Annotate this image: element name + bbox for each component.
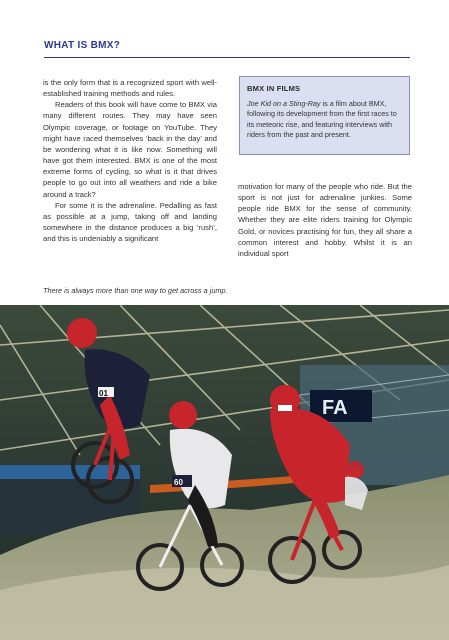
bmx-photo <box>0 305 449 640</box>
paragraph-2: Readers of this book will have come to BMX via many different routes. They may have seen Olympic coverage, or footage on YouTube. They might have raced themselves ‘back in the day’ and be wondering what it is like now. Something will have got them interested. BMX is one of the most extreme forms of cycling, so what is it that drives people to go out into all weathers and ride a bike around a track? <box>43 100 217 199</box>
heading-rule <box>44 57 410 58</box>
sidebar-box <box>239 76 410 155</box>
plate-number: 60 <box>174 478 183 487</box>
plate-number: 01 <box>99 389 108 398</box>
banner-text: FA <box>322 397 348 419</box>
section-heading: WHAT IS BMX? <box>44 40 121 51</box>
sidebar-text: is a film about BMX, following its development from the first races to its meteoric rise, and featuring interviews with riders from the past and present. <box>247 99 397 139</box>
helmet <box>67 318 97 348</box>
sidebar-body <box>247 99 402 140</box>
right-paragraph: motivation for many of the people who ride. But the sport is not just for adrenaline junkies. Some people ride BMX for the sense of community. Whether they are elite riders training for Olympic Gold, or novices practising for fun, they all share a common interest and hobby. Whilst it is an individual sport <box>238 182 412 258</box>
photo-caption: There is always more than one way to get across a jump. <box>43 286 228 295</box>
sidebar-title: BMX IN FILMS <box>247 84 301 93</box>
left-text-column <box>43 77 217 244</box>
helmet <box>169 401 197 429</box>
paragraph-3: For some it is the adrenaline. Pedalling as fast as possible at a jump, taking off and landing somewhere in the distance produces a big ‘rush’, and this is undeniably a significant <box>43 200 217 244</box>
right-text-column <box>238 181 412 259</box>
paragraph-1: is the only form that is a recognized sport with well-established training methods and rules. <box>43 78 217 99</box>
film-title: Joe Kid on a Sting-Ray <box>247 99 321 108</box>
